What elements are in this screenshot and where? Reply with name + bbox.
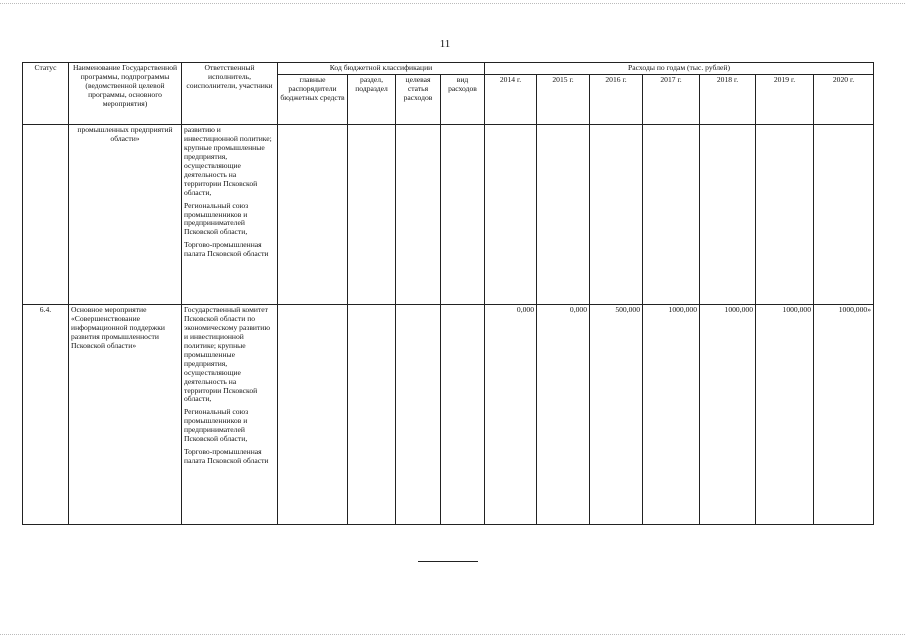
- scan-edge-top: [0, 3, 905, 4]
- row-status: 6.4.: [23, 304, 69, 524]
- table-row: [23, 304, 874, 524]
- header-budget-col: главные распорядители бюджетных средств: [278, 74, 348, 124]
- header-expenses: Расходы по годам (тыс. рублей): [485, 63, 874, 75]
- row-status: [23, 124, 69, 304]
- budget-cell: [441, 124, 485, 304]
- value-cell: 1000,000: [700, 304, 756, 524]
- value-cell: [814, 124, 874, 304]
- executor-item: Государственный комитет Псковской области по экономическому развитию и инвестиционной политике; крупные промышленные предприятия, осуществляющие деятельность на территории Псковской области,: [184, 304, 271, 404]
- page-number: 11: [439, 38, 451, 50]
- header-year: 2020 г.: [814, 74, 874, 124]
- budget-cell: [278, 124, 348, 304]
- row-executors: [182, 304, 278, 524]
- value-cell: 1000,000: [643, 304, 700, 524]
- value-cell: [590, 124, 643, 304]
- scan-edge-bottom: [0, 634, 905, 635]
- value-cell: 1000,000»: [814, 304, 874, 524]
- row-executors: [182, 124, 278, 304]
- header-year: 2015 г.: [537, 74, 590, 124]
- header-executor: Ответственный исполнитель, соисполнители, участники: [182, 63, 278, 125]
- value-cell: [700, 124, 756, 304]
- value-cell: 1000,000: [756, 304, 814, 524]
- executor-item: развитию и инвестиционной политике; крупные промышленные предприятия, осуществляющие деятельность на территории Псковской области,: [184, 124, 272, 197]
- value-cell: [485, 124, 537, 304]
- header-budget-col: раздел, подраздел: [348, 74, 396, 124]
- header-status: Статус: [23, 63, 69, 125]
- value-cell: 0,000: [537, 304, 590, 524]
- header-budget-col: вид расходов: [441, 74, 485, 124]
- header-year: 2017 г.: [643, 74, 700, 124]
- executor-item: Торгово-промышленная палата Псковской области: [184, 447, 269, 466]
- row-name: промышленных предприятий области»: [69, 124, 182, 304]
- header-budget-code: Код бюджетной классификации: [278, 63, 485, 75]
- budget-cell: [278, 304, 348, 524]
- executor-item: Торгово-промышленная палата Псковской области: [184, 240, 269, 259]
- value-cell: [756, 124, 814, 304]
- budget-cell: [441, 304, 485, 524]
- header-name: Наименование Государственной программы, подпрограммы (ведомственной целевой программы, основного мероприятия): [69, 63, 182, 125]
- end-divider: [418, 561, 478, 562]
- table-row: [23, 124, 874, 304]
- header-year: 2014 г.: [485, 74, 537, 124]
- value-cell: 0,000: [485, 304, 537, 524]
- budget-cell: [348, 304, 396, 524]
- header-year: 2018 г.: [700, 74, 756, 124]
- row-name: Основное мероприятие «Совершенствование информационной поддержки развития промышленности Псковской области»: [69, 304, 182, 524]
- value-cell: [643, 124, 700, 304]
- budget-cell: [348, 124, 396, 304]
- value-cell: [537, 124, 590, 304]
- header-budget-col: целевая статья расходов: [396, 74, 441, 124]
- budget-table: [22, 62, 874, 525]
- executor-item: Региональный союз промышленников и предпринимателей Псковской области,: [184, 200, 249, 237]
- budget-cell: [396, 304, 441, 524]
- header-year: 2019 г.: [756, 74, 814, 124]
- value-cell: 500,000: [590, 304, 643, 524]
- budget-cell: [396, 124, 441, 304]
- executor-item: Региональный союз промышленников и предпринимателей Псковской области,: [184, 407, 249, 444]
- header-year: 2016 г.: [590, 74, 643, 124]
